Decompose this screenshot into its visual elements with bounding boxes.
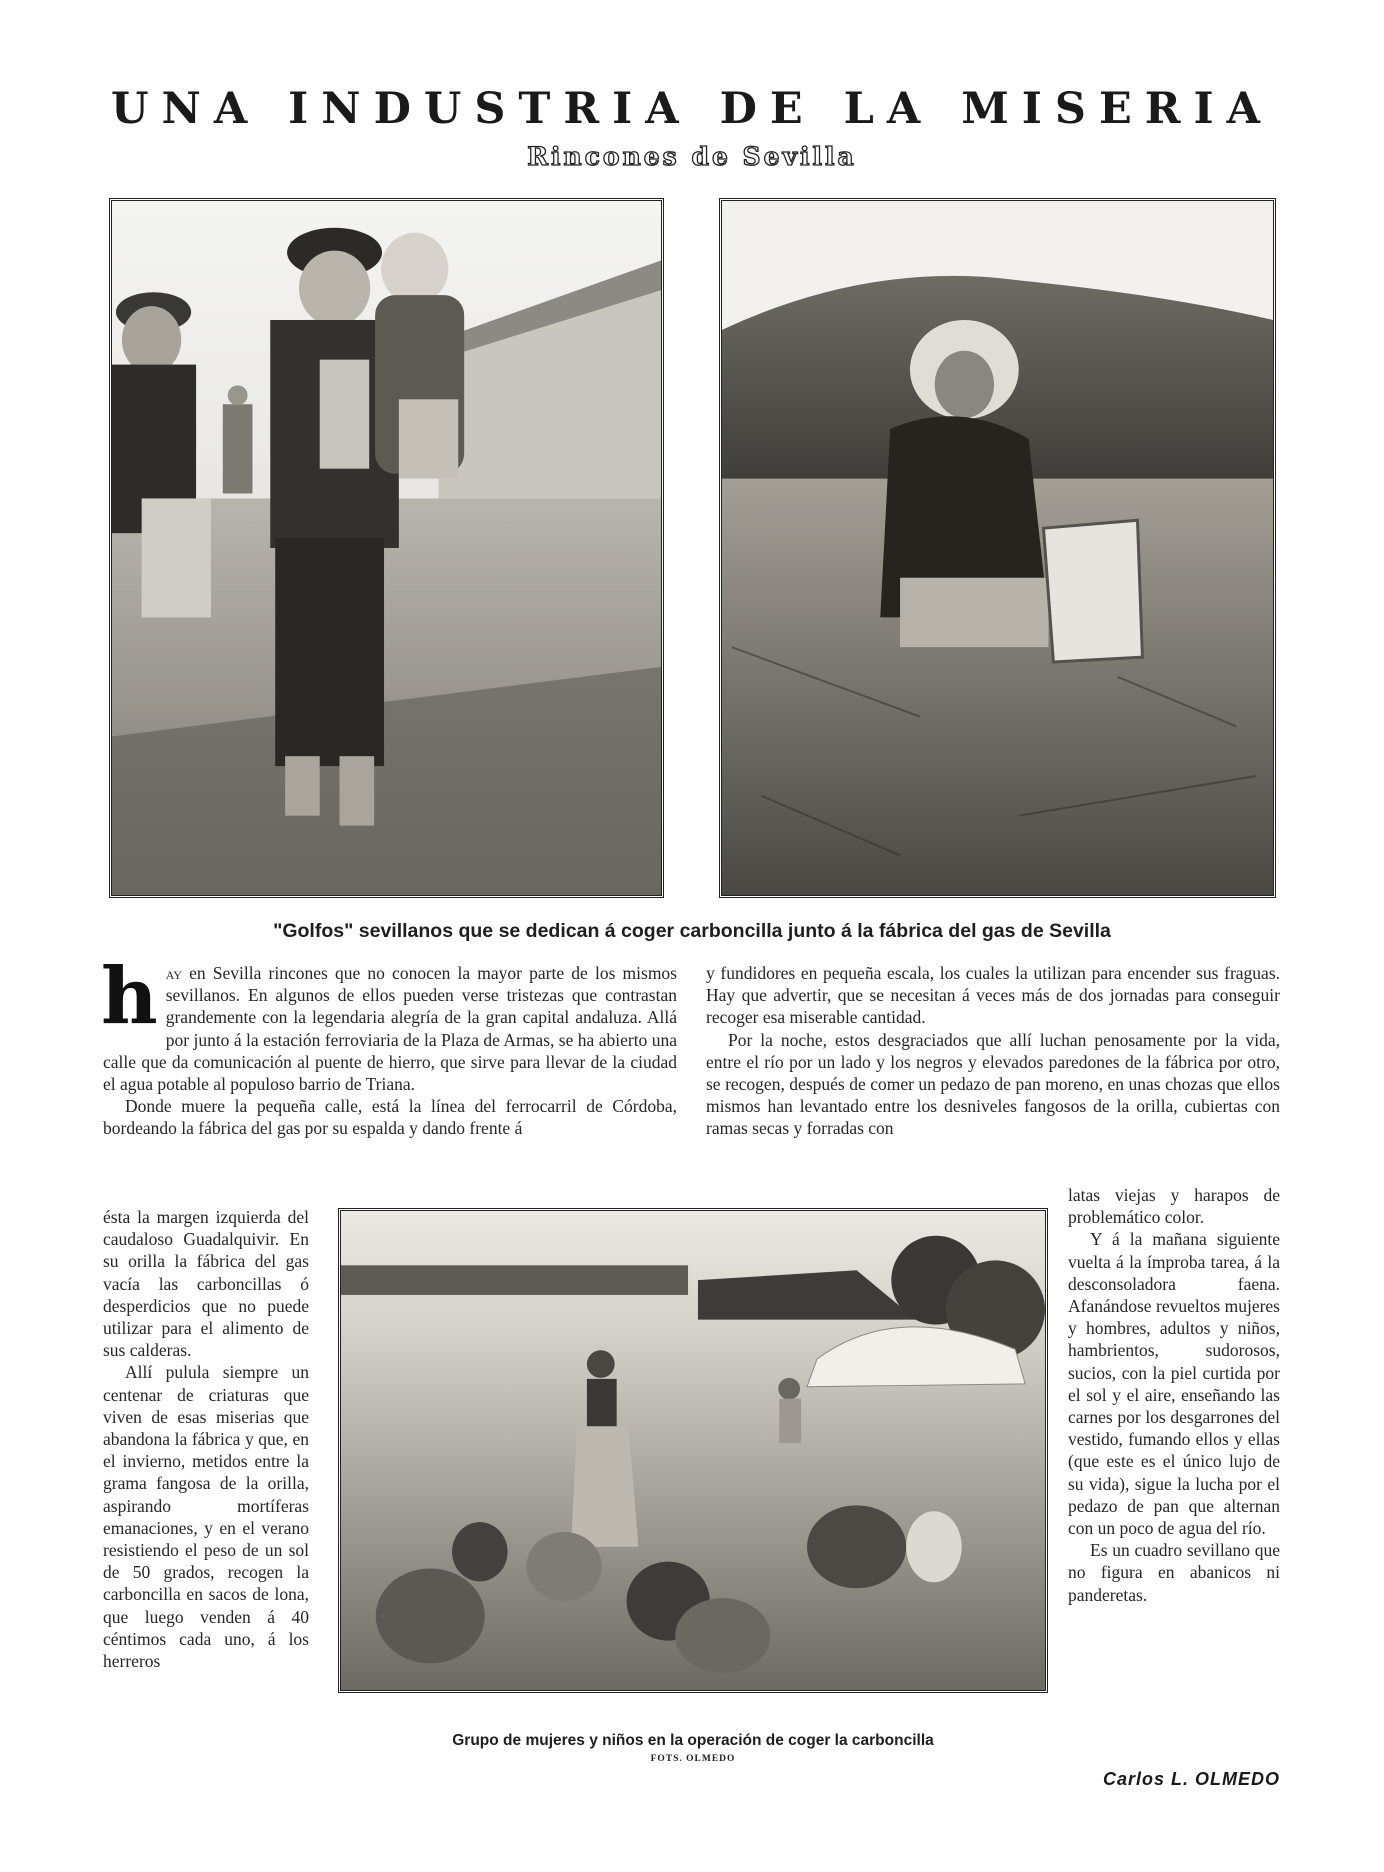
article-paragraph-6: Y á la mañana siguiente vuelta á la ímproba tarea, á la desconsoladora faena. Afanándose revueltos mujeres y hombres, adultos y niños, hambrientos, sudorosos, sucios, con la piel curtida por el sol y el aire, enseñando las carnes por los desgarrones del vestido, fumando ellos y ellas (que este es el único lujo de su vida), sigue la lucha por el pedazo de pan que alternan con un poco de agua del río.	[1068, 1229, 1280, 1539]
photo-boys-image	[112, 201, 661, 895]
article-paragraph-4: y fundidores en pequeña escala, los cuales la utilizan para encender sus fraguas. Hay que advertir, que se necesitan á veces más de dos jornadas para conseguir recoger esa miserable cantidad.	[706, 963, 1280, 1028]
paragraph-1-text: en Sevilla rincones que no conocen la mayor parte de los mismos sevillanos. En algunos de ellos pueden verse tristezas que contrastan grandemente con la legendaria alegría de la gran capital andaluza. Allá por junto á la estación ferroviaria de la Plaza de Armas, se ha abierto una calle que da comunicación al puente de hierro, que sirve para llevar de la ciudad el agua potable al populoso barrio de Triana.	[103, 963, 677, 1095]
article-paragraph-5-cont: latas viejas y harapos de problemático color.	[1068, 1185, 1280, 1228]
photo-credit: FOTS. OLMEDO	[650, 1754, 736, 1764]
article-paragraph-1	[101, 951, 677, 1095]
article-paragraph-2: Donde muere la pequeña calle, está la línea del ferrocarril de Córdoba, bordeando la fábrica del gas por su espalda y dando frente á	[103, 1096, 677, 1139]
photo-women-children-group	[338, 1208, 1048, 1693]
article-title: UNA INDUSTRIA DE LA MISERIA	[111, 84, 1273, 134]
article-paragraph-5: Por la noche, estos desgraciados que allí luchan penosamente por la vida, entre el río por un lado y los negros y elevados paredones de la fábrica por otro, se recogen, después de comer un pedazo de pan moreno, en unas chozas que ellos mismos han levantado entre los desniveles fangosos de la orilla, cubiertas con ramas secas y forradas con	[706, 1029, 1280, 1139]
article-paragraph-3: Allí pulula siempre un centenar de criaturas que viven de esas miserias que abandona la fábrica y que, en el invierno, metidos entre la grama fangosa de la orilla, aspirando mortíferas emanaciones, y en el verano resistiendo el peso de un sol de 50 grados, recogen la carboncilla en sacos de lona, que luego venden á 40 céntimos cada uno, á los herreros	[103, 1362, 309, 1672]
lead-caps: ay	[165, 963, 182, 983]
author-signature: Carlos L. OLMEDO	[1102, 1769, 1280, 1789]
drop-cap: h	[101, 951, 158, 1042]
bottom-photo-caption: Grupo de mujeres y niños en la operación de coger la carboncilla	[452, 1732, 934, 1749]
column-1-narrow	[103, 1206, 309, 1672]
photo-woman-image	[722, 201, 1273, 895]
column-2-narrow	[1068, 1184, 1280, 1606]
column-2-top	[706, 962, 1280, 1140]
top-photos-caption: "Golfos" sevillanos que se dedican á coger carboncilla junto á la fábrica del gas de Sevilla	[273, 920, 1111, 942]
photo-group-image	[341, 1211, 1045, 1690]
article-paragraph-7: Es un cuadro sevillano que no figura en abanicos ni panderetas.	[1068, 1540, 1280, 1605]
photo-woman-coal-heap	[719, 198, 1276, 898]
article-paragraph-2-cont: ésta la margen izquierda del caudaloso Guadalquivir. En su orilla la fábrica del gas vacía las carboncillas ó desperdicios que no puede utilizar para el alimento de sus calderas.	[103, 1207, 309, 1361]
article-subtitle: Rincones de Sevilla	[527, 142, 857, 171]
photo-golfos-boys	[109, 198, 664, 898]
column-1-top	[101, 951, 677, 1140]
